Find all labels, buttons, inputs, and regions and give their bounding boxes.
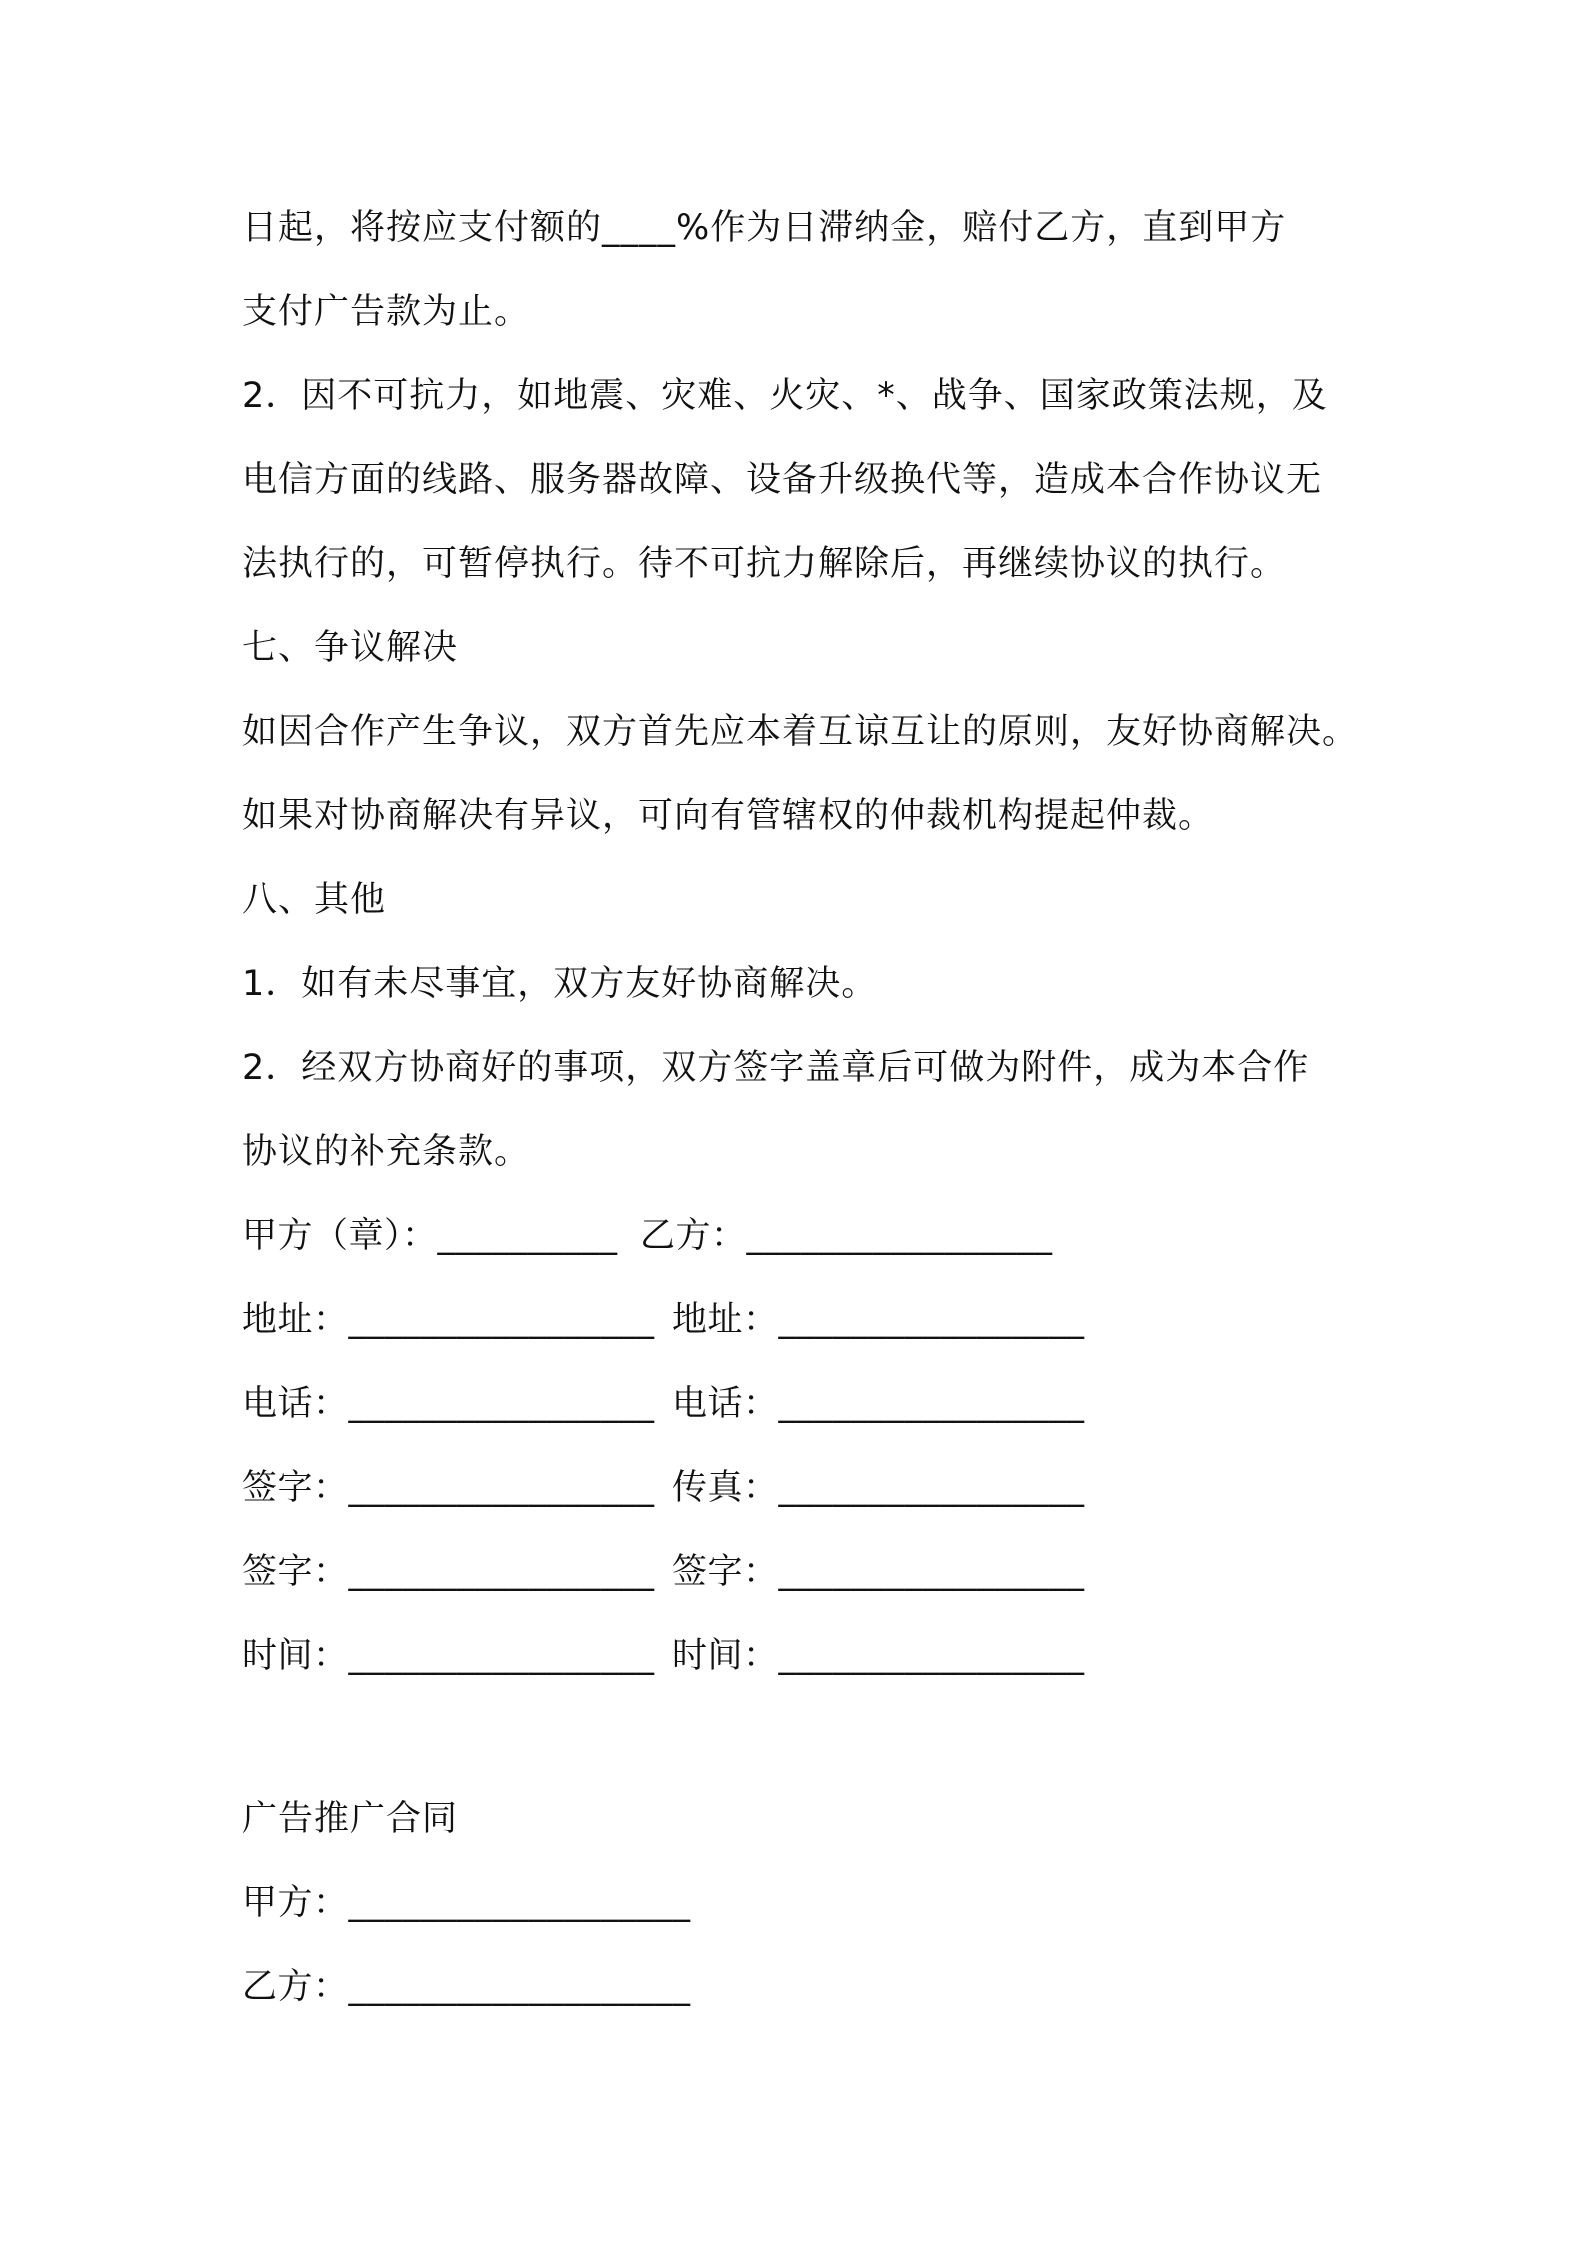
paragraph-line: 2．经双方协商好的事项，双方签字盖章后可做为附件，成为本合作 bbox=[242, 1048, 1310, 1088]
party-a-seal-field: 甲方（章）：__________ bbox=[242, 1216, 618, 1256]
paragraph-line: 支付广告款为止。 bbox=[242, 292, 531, 332]
paragraph-line: 1．如有未尽事宜，双方友好协商解决。 bbox=[242, 964, 878, 1004]
party-b-phone-field: 电话：_________________ bbox=[672, 1384, 1085, 1424]
party-a-date-field: 时间：_________________ bbox=[242, 1636, 655, 1676]
party-b-field: 乙方：_________________ bbox=[640, 1216, 1053, 1256]
party-a-signature-field-2: 签字：_________________ bbox=[242, 1552, 655, 1592]
paragraph-line: 2．因不可抗力，如地震、灾难、火灾、*、战争、国家政策法规，及 bbox=[242, 376, 1328, 416]
contract-title: 广告推广合同 bbox=[242, 1799, 459, 1839]
party-b-signature-field: 签字：_________________ bbox=[672, 1552, 1085, 1592]
paragraph-line: 如果对协商解决有异议，可向有管辖权的仲裁机构提起仲裁。 bbox=[242, 796, 1215, 836]
paragraph-line: 电信方面的线路、服务器故障、设备升级换代等，造成本合作协议无 bbox=[242, 460, 1323, 500]
party-a-field: 甲方：___________________ bbox=[242, 1883, 691, 1923]
paragraph-line: 日起，将按应支付额的____%作为日滞纳金，赔付乙方，直到甲方 bbox=[242, 208, 1287, 248]
section-heading: 八、其他 bbox=[242, 880, 387, 920]
paragraph-line: 协议的补充条款。 bbox=[242, 1132, 531, 1172]
section-heading: 七、争议解决 bbox=[242, 628, 459, 668]
party-a-address-field: 地址：_________________ bbox=[242, 1300, 655, 1340]
party-a-phone-field: 电话：_________________ bbox=[242, 1384, 655, 1424]
party-b-fax-field: 传真：_________________ bbox=[672, 1468, 1085, 1508]
party-b-field: 乙方：___________________ bbox=[242, 1967, 691, 2007]
party-b-address-field: 地址：_________________ bbox=[672, 1300, 1085, 1340]
party-a-signature-field: 签字：_________________ bbox=[242, 1468, 655, 1508]
paragraph-line: 法执行的，可暂停执行。待不可抗力解除后，再继续协议的执行。 bbox=[242, 544, 1287, 584]
party-b-date-field: 时间：_________________ bbox=[672, 1636, 1085, 1676]
paragraph-line: 如因合作产生争议，双方首先应本着互谅互让的原则，友好协商解决。 bbox=[242, 712, 1359, 752]
